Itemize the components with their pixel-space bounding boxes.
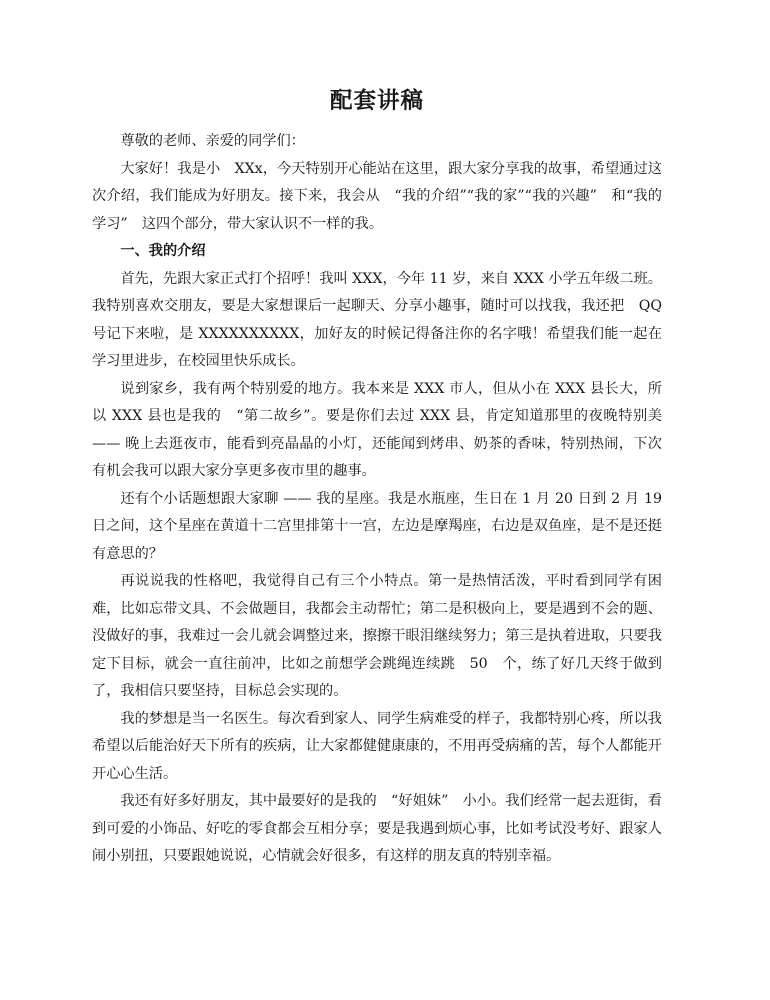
paragraph-friends: 我还有好多好朋友，其中最要好的是我的 “好姐妹” 小小。我们经常一起去逛街，看到可爱的小饰品、好吃的零食都会互相分享；要是我遇到烦心事，比如考试没考好、跟家人闹小别扭，只要跟她说说，心情就会好很多，有这样的朋友真的特别幸福。 bbox=[92, 793, 662, 864]
paragraph-personality: 再说说我的性格吧，我觉得自己有三个小特点。第一是热情活泼，平时看到同学有困难，比如忘带文具、不会做题目，我都会主动帮忙；第二是积极向上，要是遇到不会的题、没做好的事，我难过一会儿就会调整过来，擦擦干眼泪继续努力；第三是执着进取，只要我定下目标，就会一直往前冲，比如之前想学会跳绳连续跳 50 个，练了好几天终于做到了，我相信只要坚持，目标总会实现的。 bbox=[92, 573, 662, 699]
paragraph-dream: 我的梦想是当一名医生。每次看到家人、同学生病难受的样子，我都特别心疼，所以我希望以后能治好天下所有的疾病，让大家都健健康康的，不用再受病痛的苦，每个人都能开开心心生活。 bbox=[92, 710, 662, 782]
document-title: 配套讲稿 bbox=[329, 88, 424, 114]
paragraph-hometown: 说到家乡，我有两个特别爱的地方。我本来是 XXX 市人，但从小在 XXX 县长大，所以 XXX 县也是我的 “第二故乡”。要是你们去过 XXX 县，肯定知道那里的夜晚特别美 —— 晚上去逛夜市，能看到亮晶晶的小灯，还能闻到烤串、奶茶的香味，特别热闹，下次有机会我可以跟大家分享更多夜市里的趣事。 bbox=[92, 380, 662, 479]
paragraph-self-intro: 首先，先跟大家正式打个招呼！我叫 XXX，今年 11 岁，来自 XXX 小学五年级二班。我特别喜欢交朋友，要是大家想课后一起聊天、分享小趣事，随时可以找我，我还把 QQ 号记下来啦，是 XXXXXXXXXX，加好友的时候记得备注你的名字哦！希望我们能一起在学习里进步，在校园里快乐成长。 bbox=[92, 270, 662, 369]
paragraph-zodiac: 还有个小话题想跟大家聊 —— 我的星座。我是水瓶座，生日在 1 月 20 日到 2 月 19 日之间，这个星座在黄道十二宫里排第十一宫，左边是摩羯座，右边是双鱼座，是不是还挺有意思的？ bbox=[92, 490, 662, 562]
paragraph-opening: 大家好！我是小 XXx，今天特别开心能站在这里，跟大家分享我的故事，希望通过这次介绍，我们能成为好朋友。接下来，我会从 “我的介绍”“我的家”“我的兴趣” 和“我的学习” 这四个部分，带大家认识不一样的我。 bbox=[92, 160, 662, 232]
paragraph-salutation: 尊敬的老师、亲爱的同学们： bbox=[120, 133, 305, 149]
document-content bbox=[92, 86, 662, 871]
section-heading-my-introduction: 一、我的介绍 bbox=[120, 243, 206, 259]
